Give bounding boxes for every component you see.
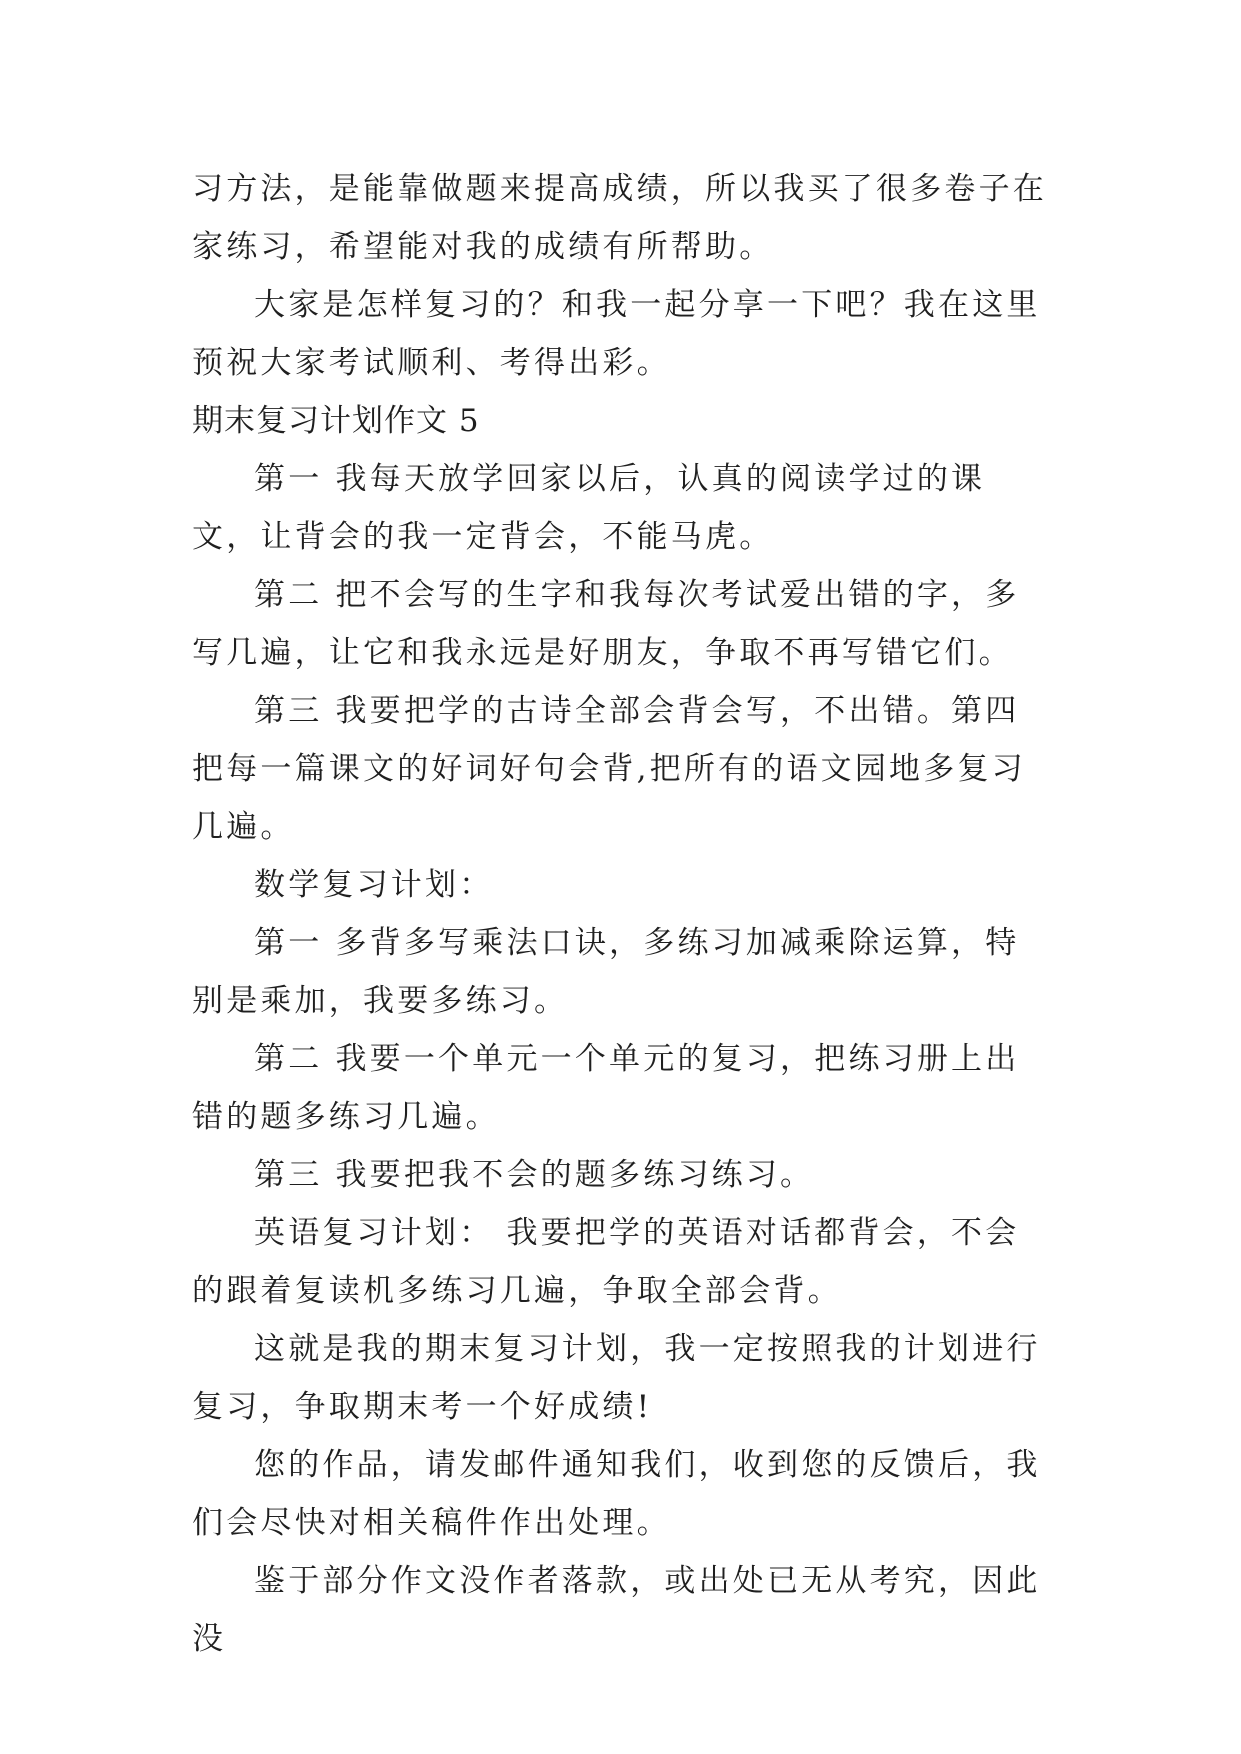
paragraph: 第三 我要把我不会的题多练习练习。 bbox=[254, 1157, 815, 1193]
paragraph: 这就是我的期末复习计划，我一定按照我的计划进行复习，争取期末考一个好成绩! bbox=[192, 1331, 1041, 1425]
paragraph: 第三 我要把学的古诗全部会背会写，不出错。第四 把每一篇课文的好词好句会背,把所有的语文园地多复习几遍。 bbox=[192, 693, 1026, 845]
paragraph: 第二 把不会写的生字和我每次考试爱出错的字，多写几遍，让它和我永远是好朋友，争取不再写错它们。 bbox=[192, 577, 1020, 671]
paragraph: 第二 我要一个单元一个单元的复习，把练习册上出错的题多练习几遍。 bbox=[192, 1041, 1020, 1135]
paragraph: 英语复习计划： 我要把学的英语对话都背会，不会的跟着复读机多练习几遍，争取全部会背。 bbox=[192, 1215, 1020, 1309]
paragraph: 第一 多背多写乘法口诀，多练习加减乘除运算，特别是乘加，我要多练习。 bbox=[192, 925, 1020, 1019]
paragraph: 数学复习计划： bbox=[254, 867, 494, 903]
paragraph: 习方法，是能靠做题来提高成绩，所以我买了很多卷子在家练习，希望能对我的成绩有所帮助。 bbox=[192, 171, 1047, 265]
paragraph: 第一 我每天放学回家以后，认真的阅读学过的课文，让背会的我一定背会，不能马虎。 bbox=[192, 461, 986, 555]
paragraph: 您的作品，请发邮件通知我们，收到您的反馈后，我们会尽快对相关稿件作出处理。 bbox=[192, 1447, 1041, 1541]
paragraph: 鉴于部分作文没作者落款，或出处已无从考究，因此没 bbox=[192, 1563, 1041, 1657]
document-body bbox=[192, 160, 1052, 1668]
paragraph: 大家是怎样复习的？和我一起分享一下吧？我在这里预祝大家考试顺利、考得出彩。 bbox=[192, 287, 1041, 381]
section-heading: 期末复习计划作文 5 bbox=[192, 403, 480, 439]
